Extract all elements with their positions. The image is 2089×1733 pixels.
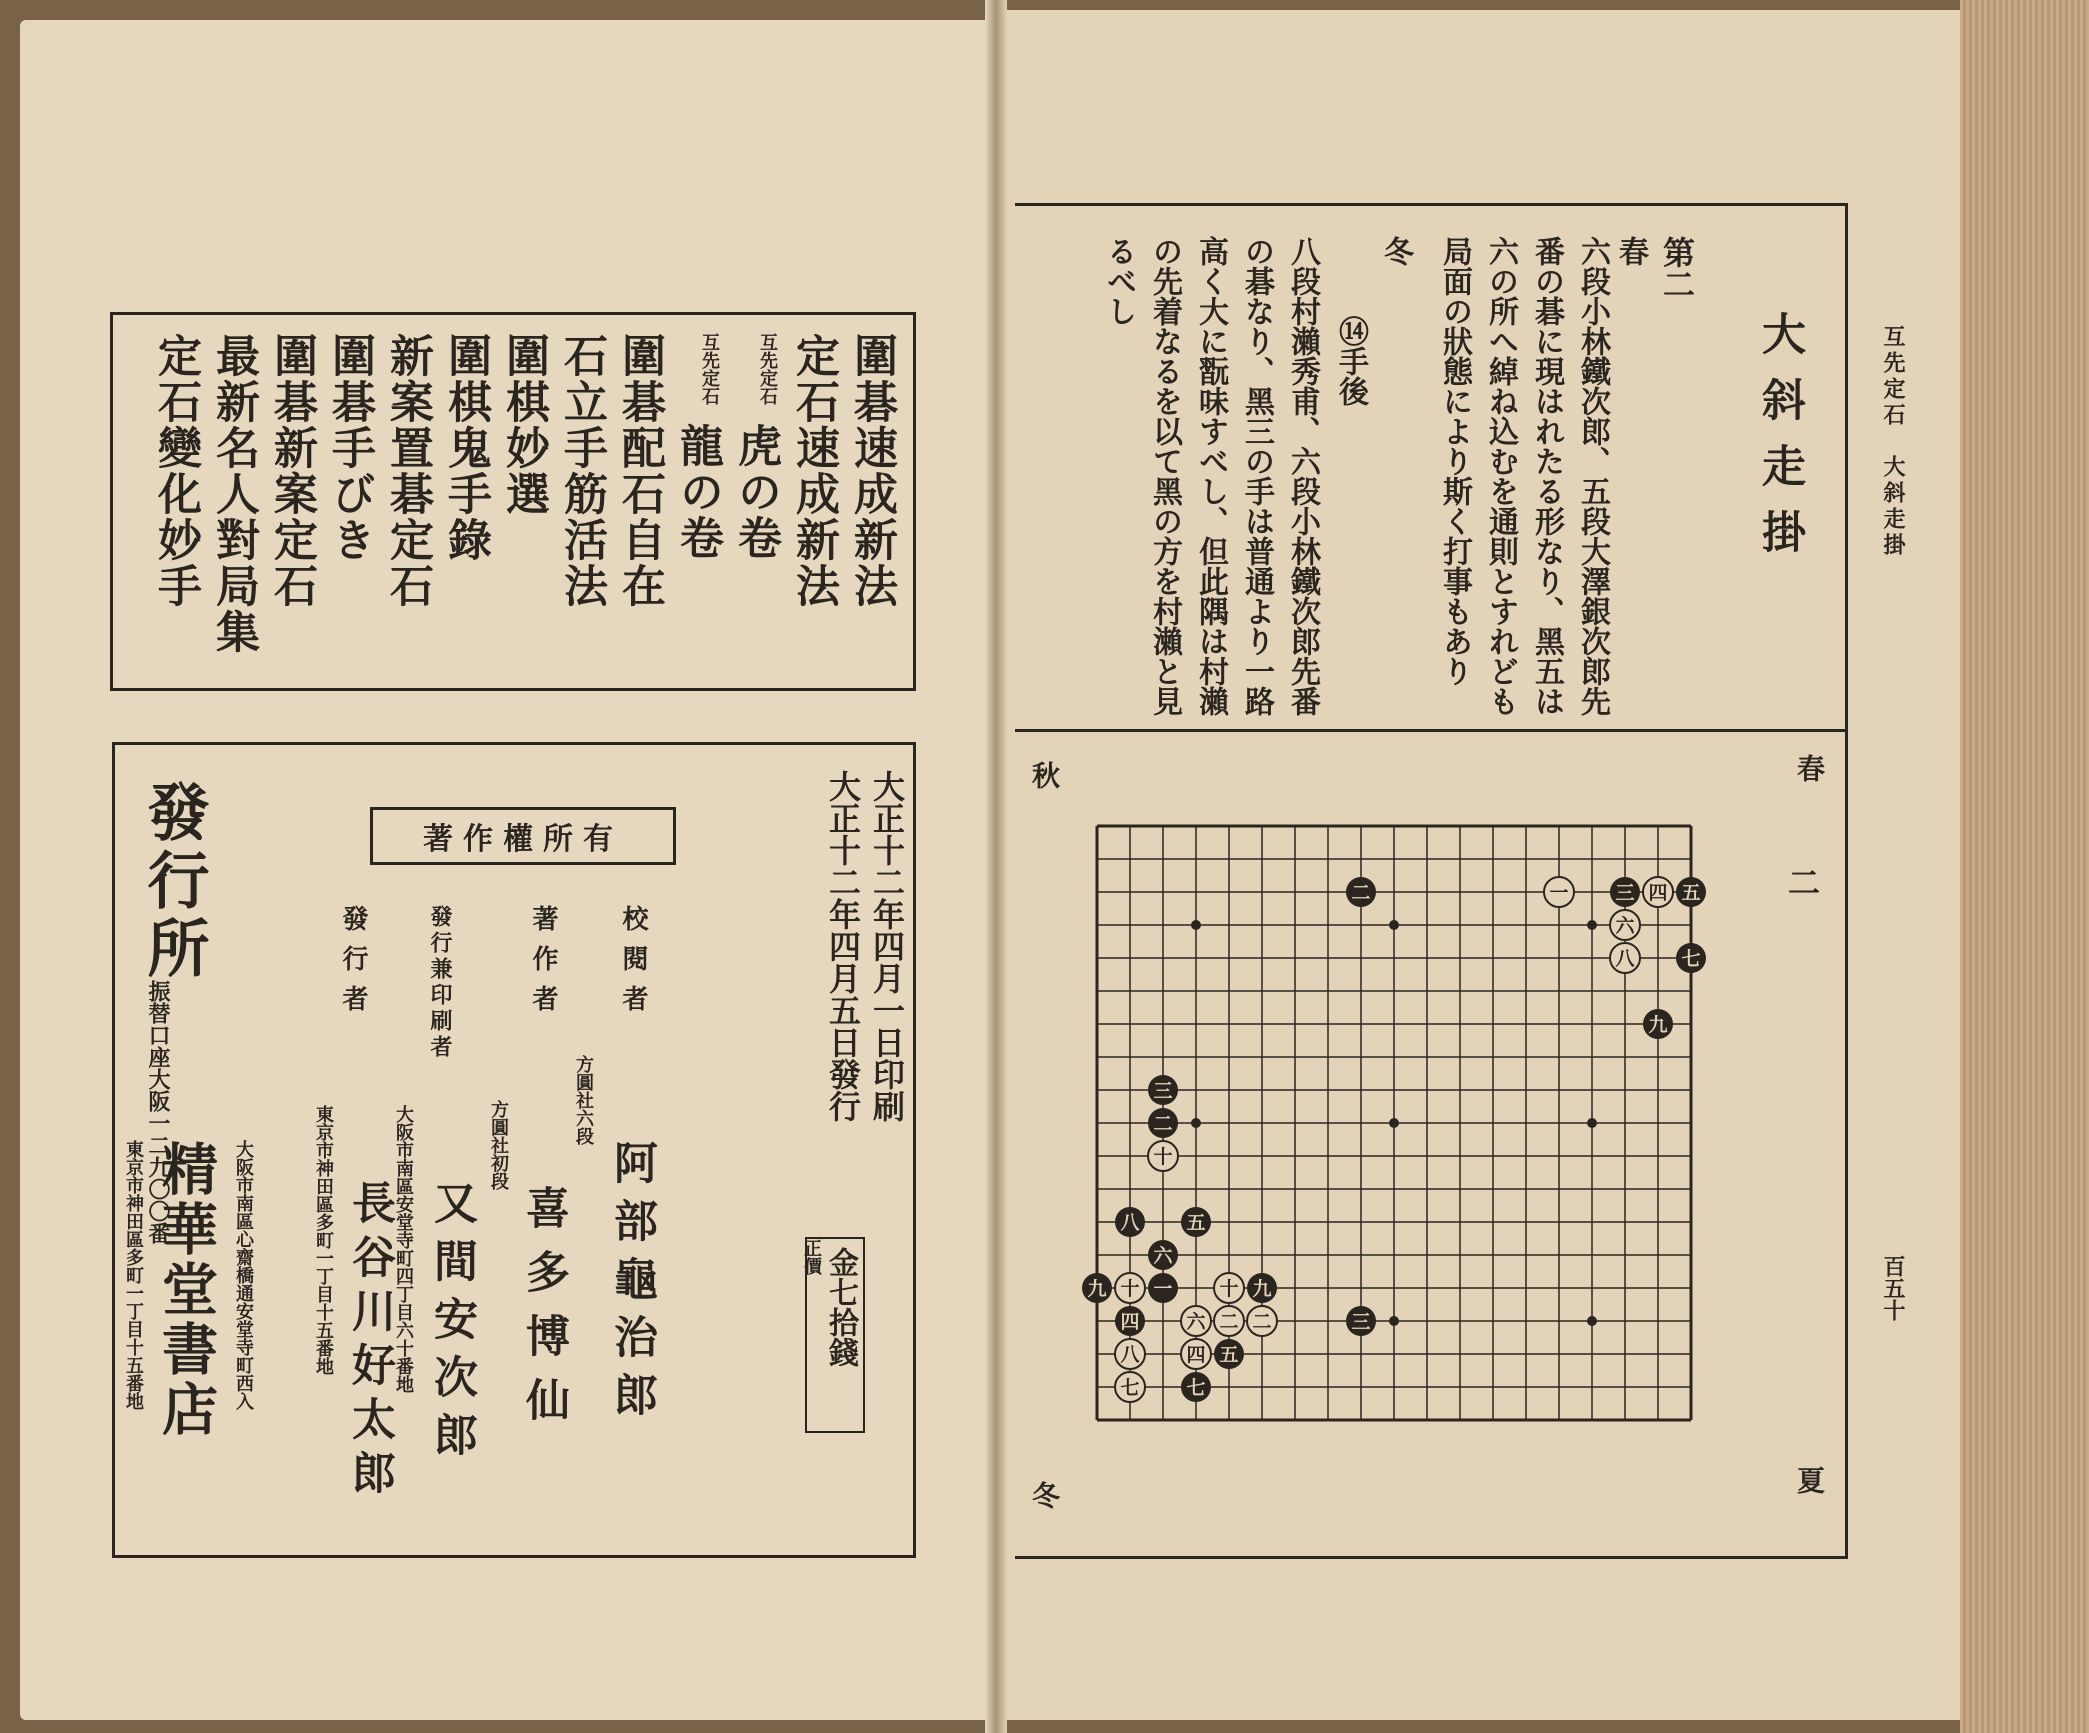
- stone-label: 九: [1252, 1278, 1272, 1300]
- black-stone: [1115, 1207, 1145, 1237]
- price-stamp: [801, 1237, 865, 1433]
- stone-label: 五: [1219, 1344, 1239, 1366]
- black-stone: [1346, 1306, 1376, 1336]
- go-board-diagram: [1077, 806, 1717, 1466]
- stone-label: 二: [1153, 1113, 1173, 1135]
- diagram-box: [1015, 726, 1848, 1559]
- commentary-line: 高く大に翫味すべし、但此隅は村瀨: [1193, 236, 1228, 716]
- black-stone: [1115, 1306, 1145, 1336]
- star-point: [1389, 920, 1399, 930]
- white-stone: [1181, 1306, 1211, 1336]
- stone-label: 四: [1186, 1344, 1206, 1366]
- stone-label: 二: [1219, 1311, 1239, 1333]
- colophon-box: [112, 742, 916, 1558]
- ad-title: 最新名人對局集: [208, 333, 259, 655]
- corner-bottom-right: 夏: [1793, 1466, 1826, 1494]
- white-stone: [1544, 877, 1574, 907]
- corner-top-left: 秋: [1028, 761, 1061, 789]
- white-stone: [1214, 1306, 1244, 1336]
- publisher-address: 東京市神田區多町一丁目十五番地: [313, 1105, 334, 1375]
- date-printed: 大正十二年四月一日印刷: [868, 770, 906, 1122]
- black-stone: [1148, 1240, 1178, 1270]
- ad-title: 石立手筋活法: [556, 333, 607, 609]
- section-label: 第二: [1658, 236, 1696, 300]
- date-published: 大正十二年四月五日發行: [824, 770, 862, 1122]
- star-point: [1389, 1316, 1399, 1326]
- ad-title: 圍棋鬼手錄: [440, 333, 491, 563]
- stone-label: 三: [1153, 1080, 1173, 1102]
- black-stone: [1610, 877, 1640, 907]
- ad-title: 圍碁速成新法: [846, 333, 897, 609]
- winter-commentary: [1065, 236, 1325, 716]
- stone-label: 五: [1681, 882, 1701, 904]
- black-stone: [1148, 1108, 1178, 1138]
- role-editor: 校閱者: [618, 905, 648, 1025]
- editor-name: 阿部龜治郎: [606, 1140, 657, 1430]
- price-value: 金七拾錢: [823, 1247, 858, 1367]
- stone-label: 九: [1087, 1278, 1107, 1300]
- black-stone: [1676, 943, 1706, 973]
- stone-label: 一: [1153, 1278, 1173, 1300]
- role-author: 著作者: [528, 905, 558, 1025]
- publisher-name: 長谷川好太郎: [344, 1180, 395, 1504]
- ad-title: 定石速成新法: [788, 333, 839, 609]
- ad-title: 虎の卷: [730, 423, 781, 561]
- stone-label: 六: [1153, 1245, 1173, 1267]
- price-label: 正價: [801, 1239, 822, 1275]
- diagram-number: 二: [1783, 866, 1821, 898]
- corner-top-right: 春: [1793, 754, 1826, 782]
- star-point: [1191, 1118, 1201, 1128]
- black-stone: [1181, 1372, 1211, 1402]
- teokure-label: ⑭手後: [1333, 316, 1368, 406]
- spring-commentary: [1415, 236, 1615, 716]
- star-point: [1587, 1118, 1597, 1128]
- white-stone: [1148, 1141, 1178, 1171]
- ad-title: 龍の卷: [672, 423, 723, 561]
- black-stone: [1181, 1207, 1211, 1237]
- stone-label: 二: [1252, 1311, 1272, 1333]
- white-stone: [1115, 1273, 1145, 1303]
- ad-title-list: [123, 333, 903, 673]
- white-stone: [1181, 1339, 1211, 1369]
- ad-title: 圍棋妙選: [498, 333, 549, 517]
- ad-title: 定石變化妙手: [150, 333, 201, 609]
- white-stone: [1115, 1339, 1145, 1369]
- commentary-line: の碁なり、黑三の手は普通より一路: [1239, 236, 1274, 716]
- stone-label: 十: [1219, 1278, 1239, 1300]
- ad-title: 新案置碁定石: [382, 333, 433, 609]
- black-stone: [1214, 1339, 1244, 1369]
- stone-label: 十: [1153, 1146, 1173, 1168]
- advertisement-box: [110, 312, 916, 691]
- commentary-box: [1015, 203, 1848, 732]
- stone-label: 五: [1186, 1212, 1206, 1234]
- white-stone: [1643, 877, 1673, 907]
- commentary-line: 八段村瀨秀甫、六段小林鐵次郎先番: [1285, 236, 1320, 716]
- winter-label: 冬: [1378, 236, 1413, 266]
- author-rank: 方圓社初段: [488, 1100, 509, 1190]
- stone-label: 七: [1120, 1377, 1140, 1399]
- ad-title: 圍碁手びき: [324, 333, 375, 563]
- corner-bottom-left: 冬: [1028, 1481, 1061, 1509]
- printer-name: 又間安次郎: [426, 1180, 477, 1470]
- commentary-line: るべし: [1101, 236, 1136, 326]
- commentary-line: 六の所へ綽ね込むを通則とすれども: [1483, 236, 1518, 716]
- copyright-text: 著作權所有: [423, 822, 623, 857]
- black-stone: [1148, 1273, 1178, 1303]
- white-stone: [1610, 943, 1640, 973]
- book-gutter: [985, 0, 1007, 1733]
- role-printer: 發行兼印刷者: [427, 905, 453, 1061]
- copyright-stamp: [370, 807, 676, 865]
- ad-title: 圍碁配石自在: [614, 333, 665, 609]
- office-address-tokyo: 東京市神田區多町一丁目十五番地: [123, 1140, 144, 1410]
- black-stone: [1247, 1273, 1277, 1303]
- stone-label: 七: [1681, 948, 1701, 970]
- ad-title: 圍碁新案定石: [266, 333, 317, 609]
- role-publisher: 發行者: [338, 905, 368, 1025]
- stone-label: 四: [1120, 1311, 1140, 1333]
- page-number: 百五十: [1880, 1255, 1906, 1321]
- stone-label: 八: [1120, 1212, 1140, 1234]
- office-address-osaka: 大阪市南區心齋橋通安堂寺町西入: [233, 1140, 254, 1410]
- stone-label: 六: [1615, 915, 1635, 937]
- ad-prefix: 互先定石: [757, 333, 778, 405]
- black-stone: [1082, 1273, 1112, 1303]
- white-stone: [1115, 1372, 1145, 1402]
- black-stone: [1346, 877, 1376, 907]
- stone-label: 四: [1648, 882, 1668, 904]
- stone-label: 三: [1615, 882, 1635, 904]
- stone-label: 二: [1351, 882, 1371, 904]
- stone-label: 一: [1549, 882, 1569, 904]
- editor-rank: 方圓社六段: [573, 1055, 594, 1145]
- star-point: [1191, 920, 1201, 930]
- commentary-line: 六段小林鐵次郎、五段大澤銀次郎先: [1575, 236, 1610, 716]
- office-name: 精華堂書店: [153, 1140, 219, 1440]
- black-stone: [1643, 1009, 1673, 1039]
- commentary-line: 局面の狀態により斯く打事もあり: [1437, 236, 1472, 686]
- black-stone: [1676, 877, 1706, 907]
- star-point: [1587, 920, 1597, 930]
- white-stone: [1214, 1273, 1244, 1303]
- star-point: [1389, 1118, 1399, 1128]
- office-account: 振替口座大阪一二九〇〇番: [145, 980, 171, 1244]
- stone-label: 七: [1186, 1377, 1206, 1399]
- running-head: 互先定石 大斜走掛: [1880, 325, 1906, 559]
- printer-address: 大阪市南區安堂寺町四丁目六十番地: [393, 1105, 414, 1393]
- stone-label: 八: [1615, 948, 1635, 970]
- stone-label: 八: [1120, 1344, 1140, 1366]
- author-name: 喜多博仙: [518, 1185, 569, 1441]
- stone-label: 十: [1120, 1278, 1140, 1300]
- chapter-title: 大斜走掛: [1754, 311, 1805, 575]
- office-label: 發行所: [137, 780, 210, 984]
- page-edges: [1960, 0, 2089, 1733]
- commentary-line: 番の碁に現はれたる形なり、黑五は: [1529, 236, 1564, 716]
- white-stone: [1247, 1306, 1277, 1336]
- star-point: [1587, 1316, 1597, 1326]
- stone-label: 九: [1648, 1014, 1668, 1036]
- stone-label: 三: [1351, 1311, 1371, 1333]
- black-stone: [1148, 1075, 1178, 1105]
- ad-prefix: 互先定石: [699, 333, 720, 405]
- commentary-line: の先着なるを以て黑の方を村瀨と見: [1147, 236, 1182, 716]
- spring-label: 春: [1613, 236, 1648, 266]
- stone-label: 六: [1186, 1311, 1206, 1333]
- white-stone: [1610, 910, 1640, 940]
